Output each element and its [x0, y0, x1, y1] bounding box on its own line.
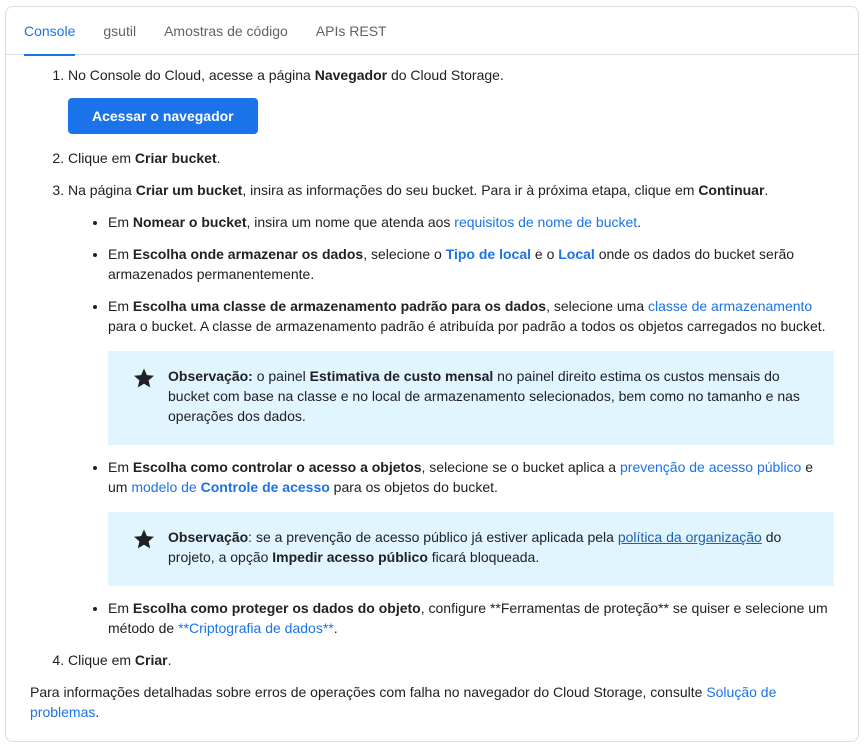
open-browser-button[interactable]: Acessar o navegador [68, 98, 258, 134]
star-icon [132, 366, 156, 390]
bucket-name-requirements-link[interactable]: requisitos de nome de bucket [454, 214, 638, 230]
public-access-prevention-link[interactable]: prevenção de acesso público [620, 459, 802, 475]
bullet-data-protection: • Em Escolha como proteger os dados do objeto, configure **Ferramentas de proteção** se quiser e selecione um método de **Criptografia de dados**. [108, 598, 834, 638]
bullet-access-control: • Em Escolha como controlar o acesso a objetos, selecione se o bucket aplica a prevenção de acesso público e um modelo de Controle de acesso para os objetos do bucket. Observação: se a prevenção de acesso público já estiver aplicada pela política da organização do projeto, a opção Impedir acesso público ficará bloqueada. [108, 457, 834, 586]
location-link[interactable]: Local [558, 246, 595, 262]
org-policy-link[interactable]: política da organização [617, 529, 762, 545]
bullet-name-bucket: • Em Nomear o bucket, insira um nome que atenda aos requisitos de nome de bucket. [108, 212, 834, 232]
star-icon [132, 527, 156, 551]
bullet-location: • Em Escolha onde armazenar os dados, selecione o Tipo de local e o Local onde os dados do bucket serão armazenados permanentemente. [108, 244, 834, 284]
step-3-bullets [68, 212, 834, 638]
step-3: 3. Na página Criar um bucket, insira as informações do seu bucket. Para ir à próxima etapa, clique em Continuar. • Em Nomear o bucket, insira um nome que atenda aos requisitos de nome de bucket. • Em Escolha onde armazenar os dados, selecione o Tipo de local e o Local onde os dados do bucket serão armazenados permanentemente. • Em Escolha uma classe de armazenamento padrão para os dados, selecione uma classe de armazenamento para o bucket. A classe de armazenamento padrão é atribuída por padrão a todos os objetos carregados no bucket. Observação: o painel Estimativa de custo mensal no painel direito estima os custos mensais do bucket com base na classe e no local de armazenamento selecionados, bem como no tamanho e nas operações dos dados. • Em Escolha como controlar o acesso a objetos, selecione se o bucket aplica a prevenção de acesso público e um modelo de Controle de acesso para os objetos do bucket. Observação: se a prevenção de acesso público já estiver aplicada pela política da organização do projeto, a opção Impedir acesso público ficará bloqueada. • Em Escolha como proteger os dados do objeto, configure **Ferramentas de proteção** se quiser e selecione um método de **Criptografia de dados**. [68, 180, 834, 638]
tabbed-card [5, 6, 859, 742]
tab-gsutil[interactable]: gsutil [103, 23, 137, 39]
tab-code-samples[interactable]: Amostras de código [164, 23, 288, 39]
data-encryption-link[interactable]: **Criptografia de dados** [178, 620, 334, 636]
note-public-access: Observação: se a prevenção de acesso público já estiver aplicada pela política da organização do projeto, a opção Impedir acesso público ficará bloqueada. [108, 512, 834, 586]
step-2: 2. Clique em Criar bucket. [68, 148, 834, 168]
tab-content [6, 55, 858, 722]
step-1: 1. No Console do Cloud, acesse a página Navegador do Cloud Storage. Acessar o navegador [68, 65, 834, 136]
storage-class-link[interactable]: classe de armazenamento [648, 298, 813, 314]
bullet-storage-class: • Em Escolha uma classe de armazenamento padrão para os dados, selecione uma classe de armazenamento para o bucket. A classe de armazenamento padrão é atribuída por padrão a todos os objetos carregados no bucket. Observação: o painel Estimativa de custo mensal no painel direito estima os custos mensais do bucket com base na classe e no local de armazenamento selecionados, bem como no tamanho e nas operações dos dados. [108, 296, 834, 445]
step-4: 4. Clique em Criar. [68, 650, 834, 670]
tab-bar [6, 7, 858, 55]
tab-console[interactable]: Console [10, 7, 89, 55]
steps-list [30, 65, 834, 670]
troubleshooting-paragraph: Para informações detalhadas sobre erros de operações com falha no navegador do Cloud Storage, consulte Solução de problemas. [30, 684, 777, 720]
tab-rest-apis[interactable]: APIs REST [315, 23, 387, 39]
location-type-link[interactable]: Tipo de local [445, 246, 531, 262]
access-control-model-link[interactable]: modelo de Controle de acesso [131, 479, 330, 495]
troubleshooting-link[interactable]: Solução de problemas [30, 684, 777, 720]
note-cost-estimate: Observação: o painel Estimativa de custo mensal no painel direito estima os custos mensais do bucket com base na classe e no local de armazenamento selecionados, bem como no tamanho e nas operações dos dados. [108, 351, 834, 445]
